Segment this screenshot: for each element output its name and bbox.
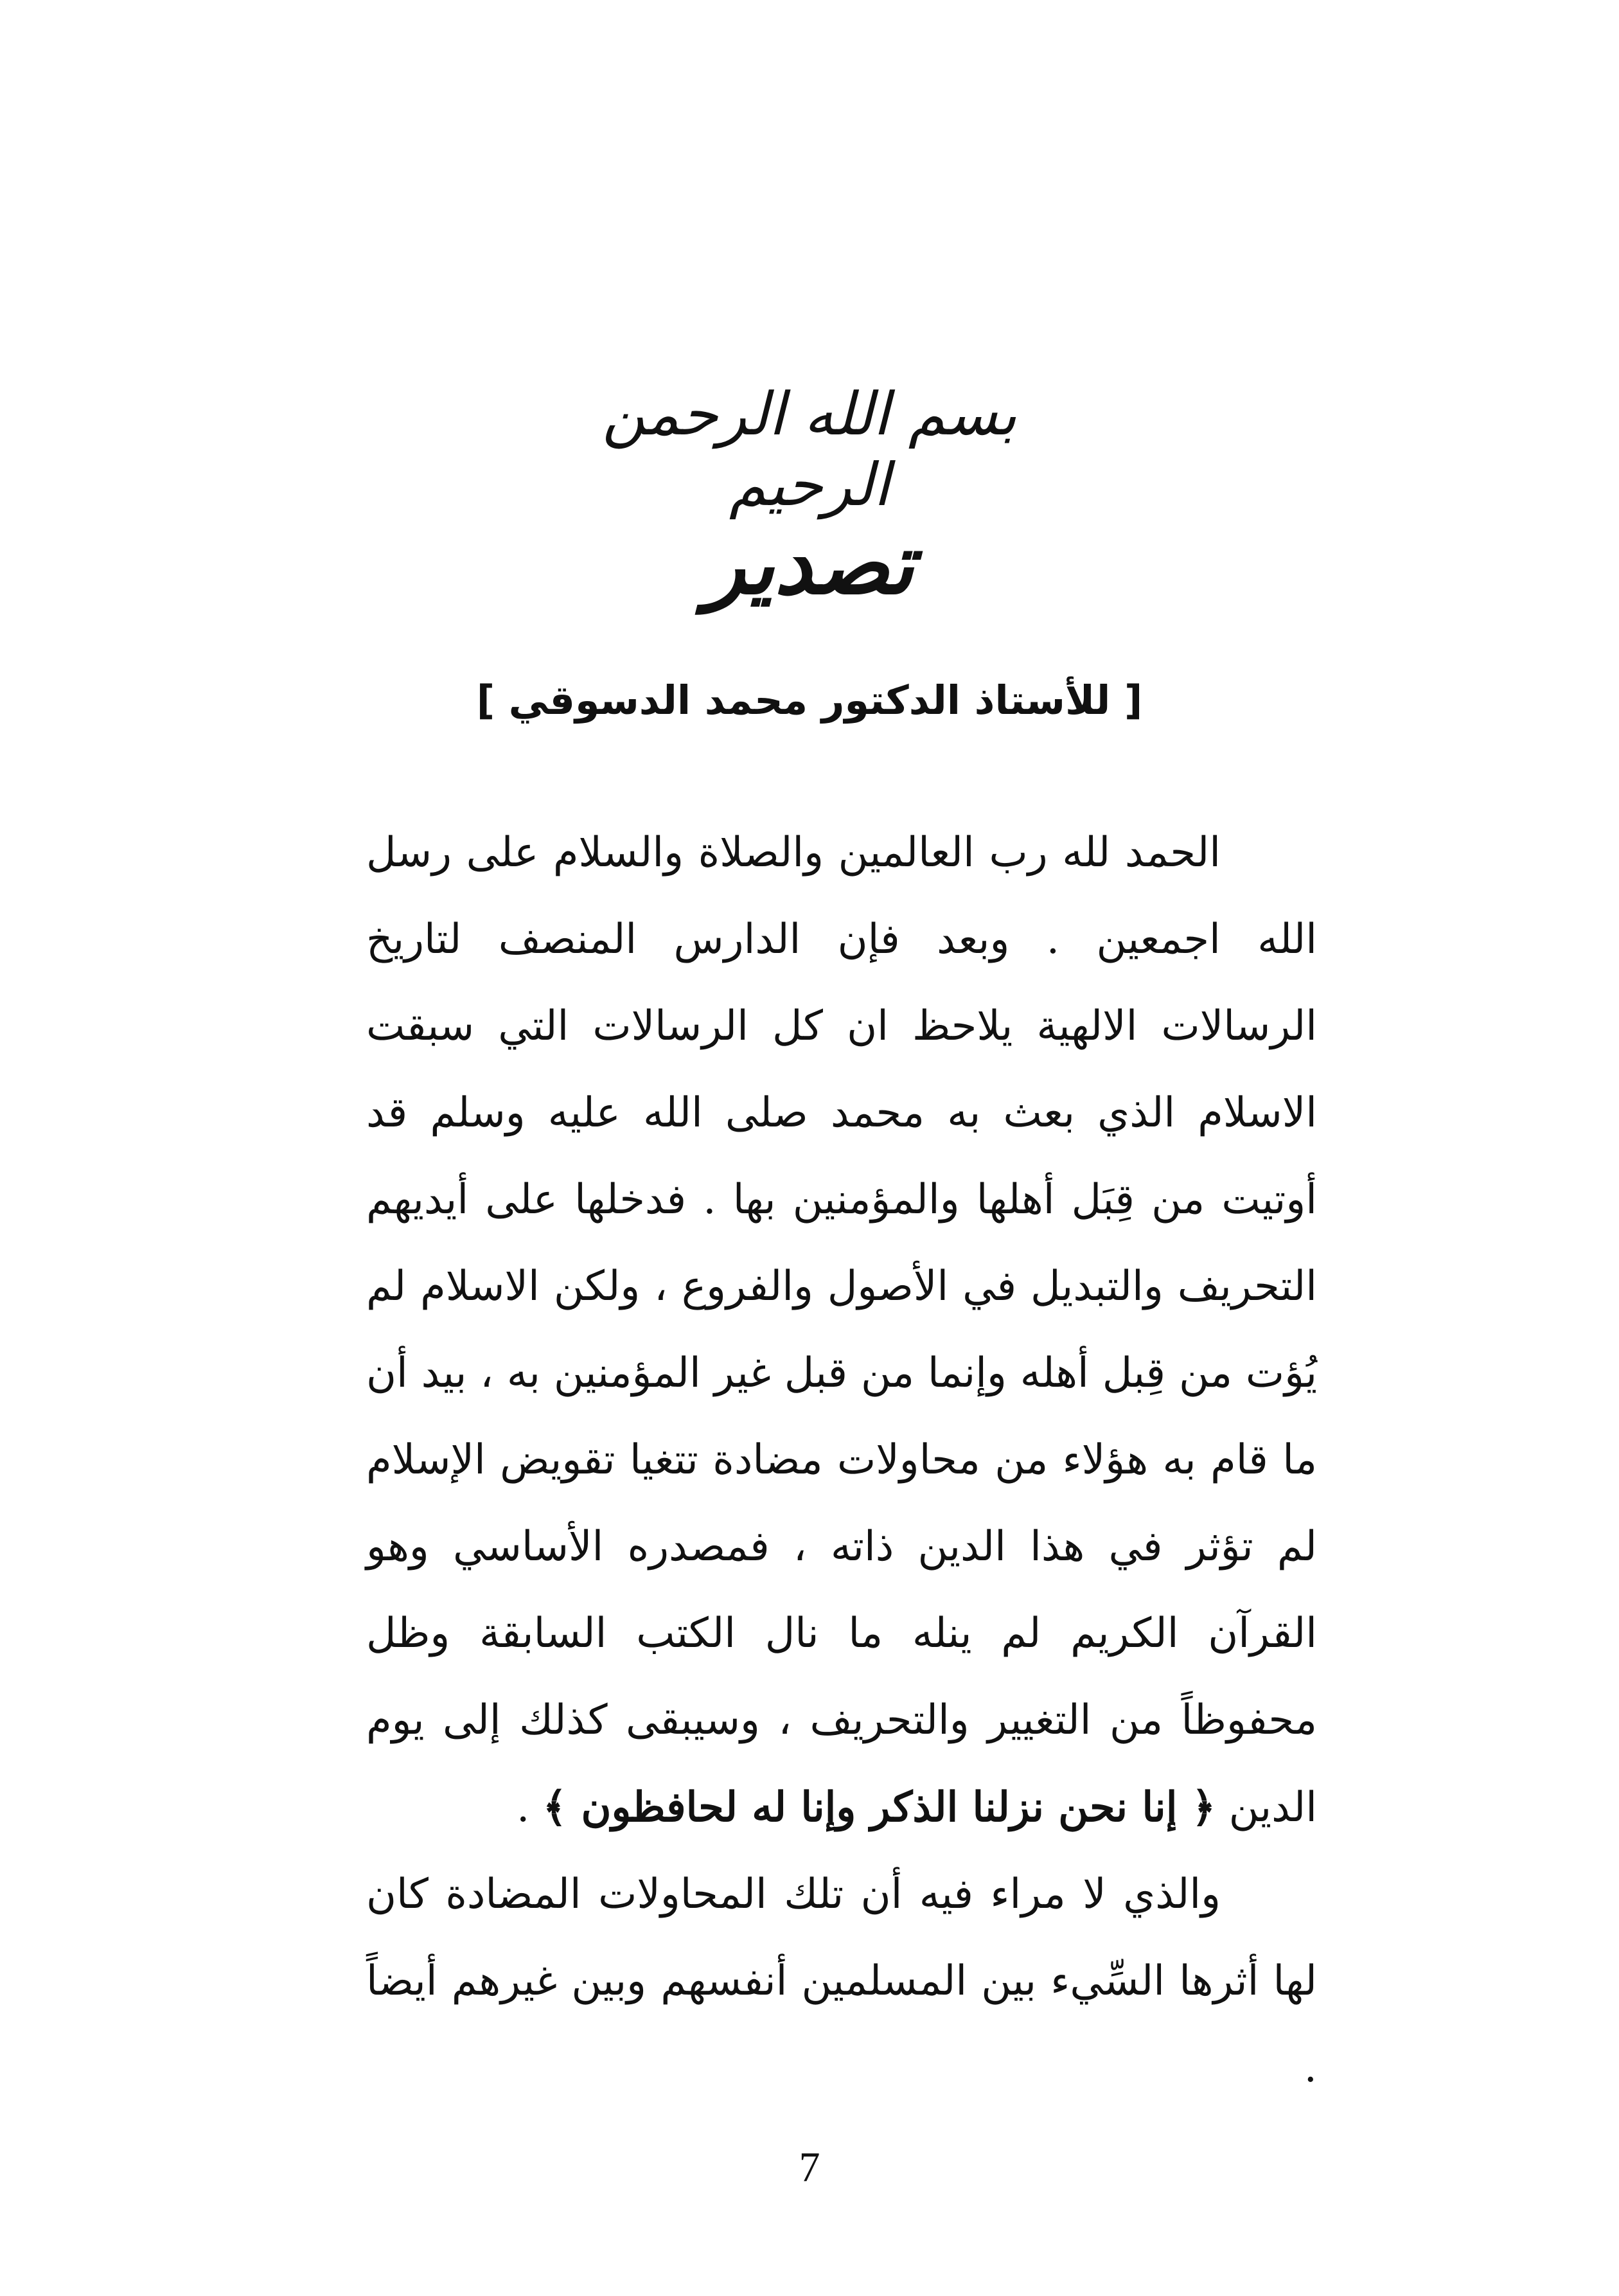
page-number: 7 <box>799 2144 820 2191</box>
paragraph-1-text: الحمد لله رب العالمين والصلاة والسلام على رسل الله اجمعين . وبعد فإن الدارس المنصف لتاريخ الرسالات الالهية يلاحظ ان كل الرسالات التي سبقت الاسلام الذي بعث به محمد صلى الله عليه وسلم قد أوتيت من قِبَل أهلها والمؤمنين بها . فدخلها على أيديهم التحريف والتبديل في الأصول والفروع ، ولكن الاسلام لم يُؤت من قِبل أهله وإنما من قبل غير المؤمنين به ، بيد أن ما قام به هؤلاء من محاولات مضادة تتغيا تقويض الإسلام لم تؤثر في هذا الدين ذاته ، فمصدره الأساسي وهو القرآن الكريم لم ينله ما نال الكتب السابقة وظل محفوظاً من التغيير والتحريف ، وسيبقى كذلك إلى يوم الدين <box>366 829 1318 1831</box>
page-title: تصدير <box>705 515 914 613</box>
verse-tail: . <box>517 1784 543 1831</box>
quran-verse: ﴿ إنا نحن نزلنا الذكر وإنا له لحافظون ﴾ <box>542 1783 1216 1831</box>
basmala-heading: بسم الله الرحمن الرحيم <box>602 380 1017 520</box>
paragraph-2: والذي لا مراء فيه أن تلك المحاولات المضادة كان لها أثرها السِّيء بين المسلمين أنفسهم وبين غيرهم أيضاً . <box>366 1871 1317 2092</box>
paragraph-1 <box>366 810 1317 1851</box>
author-byline: [ للأستاذ الدكتور محمد الدسوقي ] <box>476 677 1143 724</box>
body-text <box>366 810 1317 2112</box>
